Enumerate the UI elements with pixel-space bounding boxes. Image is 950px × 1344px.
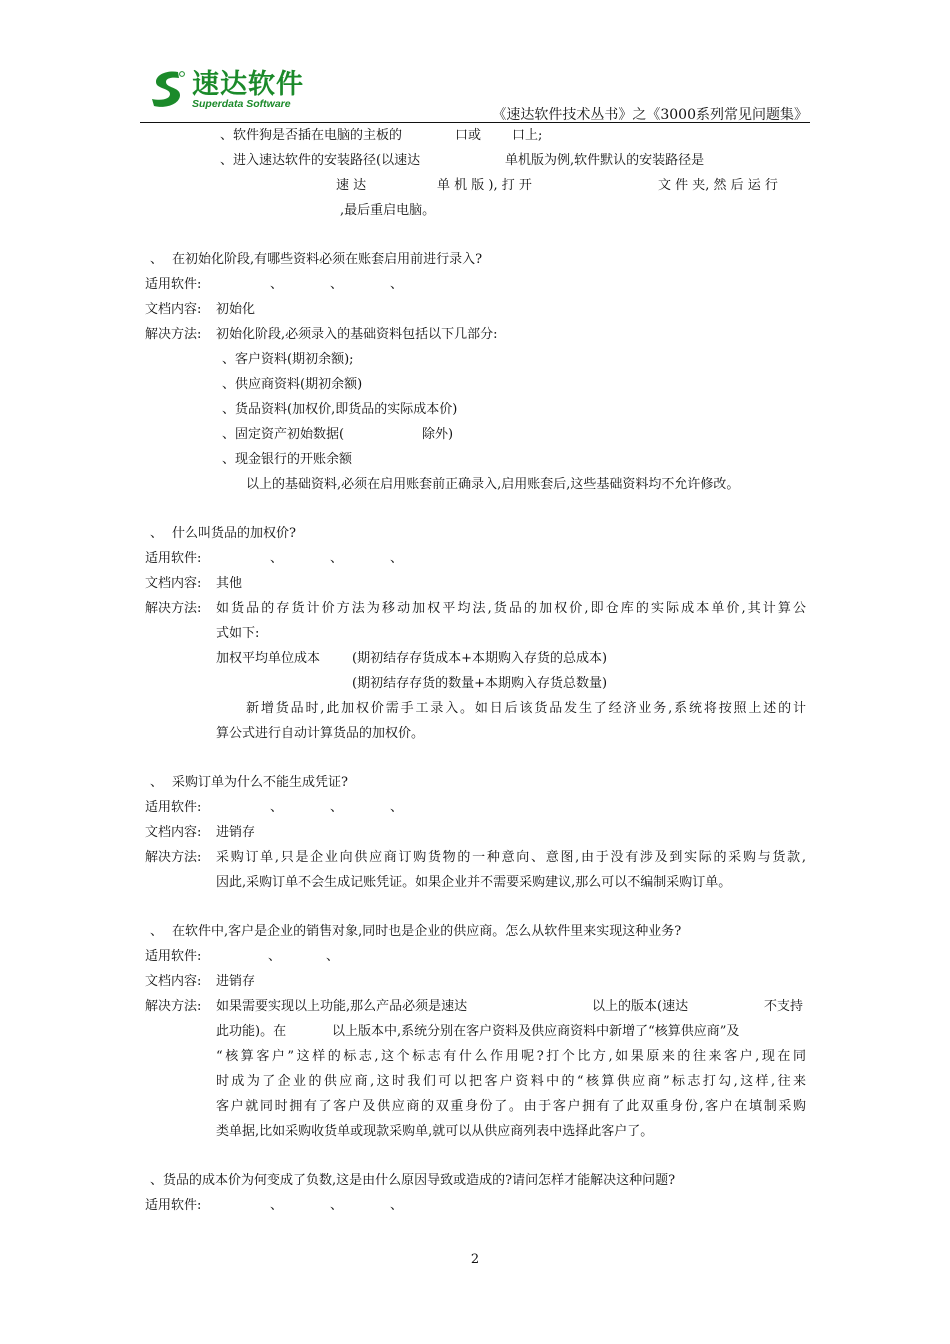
top-line3-b: 单 机 版 ), 打 开 <box>437 178 532 193</box>
q4-solution-2b: 以上版本中,系统分别在客户资料及供应商资料中新增了“核算供应商”及 <box>332 1024 740 1039</box>
q5-sep-2: 、 <box>330 1198 344 1213</box>
q2-formula-label: 加权平均单位成本 <box>216 651 321 666</box>
q1-sep-3: 、 <box>390 277 404 292</box>
q1-sep-1: 、 <box>270 277 284 292</box>
q2-solution-2: 式如下: <box>216 626 260 641</box>
top-line4: ,最后重启电脑。 <box>340 203 436 218</box>
q1-bullet: 、 <box>150 252 164 267</box>
book-title: 《速达软件技术丛书》之《3000系列常见问题集》 <box>492 107 808 123</box>
q1-item-4-tail: 除外) <box>422 427 454 442</box>
q4-solution-5: 客户就同时拥有了客户及供应商的双重身份了。由于客户拥有了此双重身份,客户在填制采购 <box>216 1099 806 1114</box>
q3-bullet: 、 <box>150 775 164 790</box>
q5-sep-3: 、 <box>390 1198 404 1213</box>
q2-sep-1: 、 <box>270 551 284 566</box>
q3-solution-2: 因此,采购订单不会生成记账凭证。如果企业并不需要采购建议,那么可以不编制采购订单。 <box>216 875 732 890</box>
q3-doc: 进销存 <box>216 825 256 840</box>
q4-solution-label: 解决方法: <box>145 999 202 1014</box>
q4-sep-1: 、 <box>268 949 282 964</box>
q4-question: 在软件中,客户是企业的销售对象,同时也是企业的供应商。怎么从软件里来实现这种业务? <box>172 924 682 939</box>
q2-formula-numerator: (期初结存存货成本+本期购入存货的总成本) <box>352 651 608 666</box>
q1-item-5: 、现金银行的开账余额 <box>222 452 353 467</box>
q1-software-label: 适用软件: <box>145 277 202 292</box>
top-line1-a: 、软件狗是否插在电脑的主板的 <box>220 128 403 143</box>
q1-doc-label: 文档内容: <box>145 302 202 317</box>
q4-bullet: 、 <box>150 924 164 939</box>
q3-solution-1: 采购订单,只是企业向供应商订购货物的一种意向、意图,由于没有涉及到实际的采购与货款, <box>216 850 806 865</box>
q4-solution-3: “核算客户”这样的标志,这个标志有什么作用呢?打个比方,如果原来的往来客户,现在同 <box>216 1049 806 1064</box>
q4-solution-1b: 以上的版本(速达 <box>592 999 689 1014</box>
q4-solution-6: 类单据,比如采购收货单或现款采购单,就可以从供应商列表中选择此客户了。 <box>216 1124 654 1139</box>
q4-doc-label: 文档内容: <box>145 974 202 989</box>
q2-note-1: 新增货品时,此加权价需手工录入。如日后该货品发生了经济业务,系统将按照上述的计 <box>246 701 806 716</box>
q1-note: 以上的基础资料,必须在启用账套前正确录入,启用账套后,这些基础资料均不允许修改。 <box>246 477 740 492</box>
q2-doc: 其他 <box>216 576 243 591</box>
q2-solution-1: 如货品的存货计价方法为移动加权平均法,货品的加权价,即仓库的实际成本单价,其计算公 <box>216 601 806 616</box>
q1-question: 在初始化阶段,有哪些资料必须在账套启用前进行录入? <box>172 252 483 267</box>
q2-doc-label: 文档内容: <box>145 576 202 591</box>
q5-question: 、货品的成本价为何变成了负数,这是由什么原因导致或造成的?请问怎样才能解决这种问题? <box>150 1173 676 1188</box>
q3-sep-2: 、 <box>330 800 344 815</box>
logo-english-name: Superdata Software <box>192 98 291 110</box>
q1-item-1: 、客户资料(期初余额); <box>222 352 354 367</box>
q1-sep-2: 、 <box>330 277 344 292</box>
page-number: 2 <box>470 1252 480 1267</box>
top-line1-c: 口上; <box>512 128 543 143</box>
q2-bullet: 、 <box>150 526 164 541</box>
company-logo <box>148 68 308 112</box>
q1-item-4: 、固定资产初始数据( <box>222 427 345 442</box>
q5-sep-1: 、 <box>270 1198 284 1213</box>
q2-formula-denominator: (期初结存存货的数量+本期购入存货总数量) <box>352 676 608 691</box>
q3-doc-label: 文档内容: <box>145 825 202 840</box>
q2-sep-3: 、 <box>390 551 404 566</box>
q3-software-label: 适用软件: <box>145 800 202 815</box>
top-line1-b: 口或 <box>455 128 482 143</box>
q1-solution-label: 解决方法: <box>145 327 202 342</box>
q3-sep-1: 、 <box>270 800 284 815</box>
q4-solution-1c: 不支持 <box>764 999 804 1014</box>
top-line3-a: 速 达 <box>336 178 367 193</box>
q5-software-label: 适用软件: <box>145 1198 202 1213</box>
q3-solution-label: 解决方法: <box>145 850 202 865</box>
q2-software-label: 适用软件: <box>145 551 202 566</box>
q2-note-2: 算公式进行自动计算货品的加权价。 <box>216 726 425 741</box>
q1-item-3: 、货品资料(加权价,即货品的实际成本价) <box>222 402 458 417</box>
top-line2-b: 单机版为例,软件默认的安装路径是 <box>505 153 705 168</box>
q2-question: 什么叫货品的加权价? <box>172 526 296 541</box>
q4-software-label: 适用软件: <box>145 949 202 964</box>
q4-solution-4: 时成为了企业的供应商,这时我们可以把客户资料中的“核算供应商”标志打勾,这样,往来 <box>216 1074 806 1089</box>
superdata-logo-icon <box>148 68 188 110</box>
q3-sep-3: 、 <box>390 800 404 815</box>
q2-sep-2: 、 <box>330 551 344 566</box>
top-line2-a: 、进入速达软件的安装路径(以速达 <box>220 153 421 168</box>
q4-doc: 进销存 <box>216 974 256 989</box>
q2-solution-label: 解决方法: <box>145 601 202 616</box>
q1-item-2: 、供应商资料(期初余额) <box>222 377 363 392</box>
logo-chinese-name: 速达软件 <box>192 69 304 100</box>
q3-question: 采购订单为什么不能生成凭证? <box>172 775 348 790</box>
q4-sep-2: 、 <box>326 949 340 964</box>
q4-solution-1a: 如果需要实现以上功能,那么产品必须是速达 <box>216 999 468 1014</box>
q1-doc: 初始化 <box>216 302 256 317</box>
top-line3-c: 文 件 夹, 然 后 运 行 <box>658 178 778 193</box>
q1-solution: 初始化阶段,必须录入的基础资料包括以下几部分: <box>216 327 498 342</box>
header-divider <box>140 122 810 123</box>
q4-solution-2a: 此功能)。在 <box>216 1024 287 1039</box>
